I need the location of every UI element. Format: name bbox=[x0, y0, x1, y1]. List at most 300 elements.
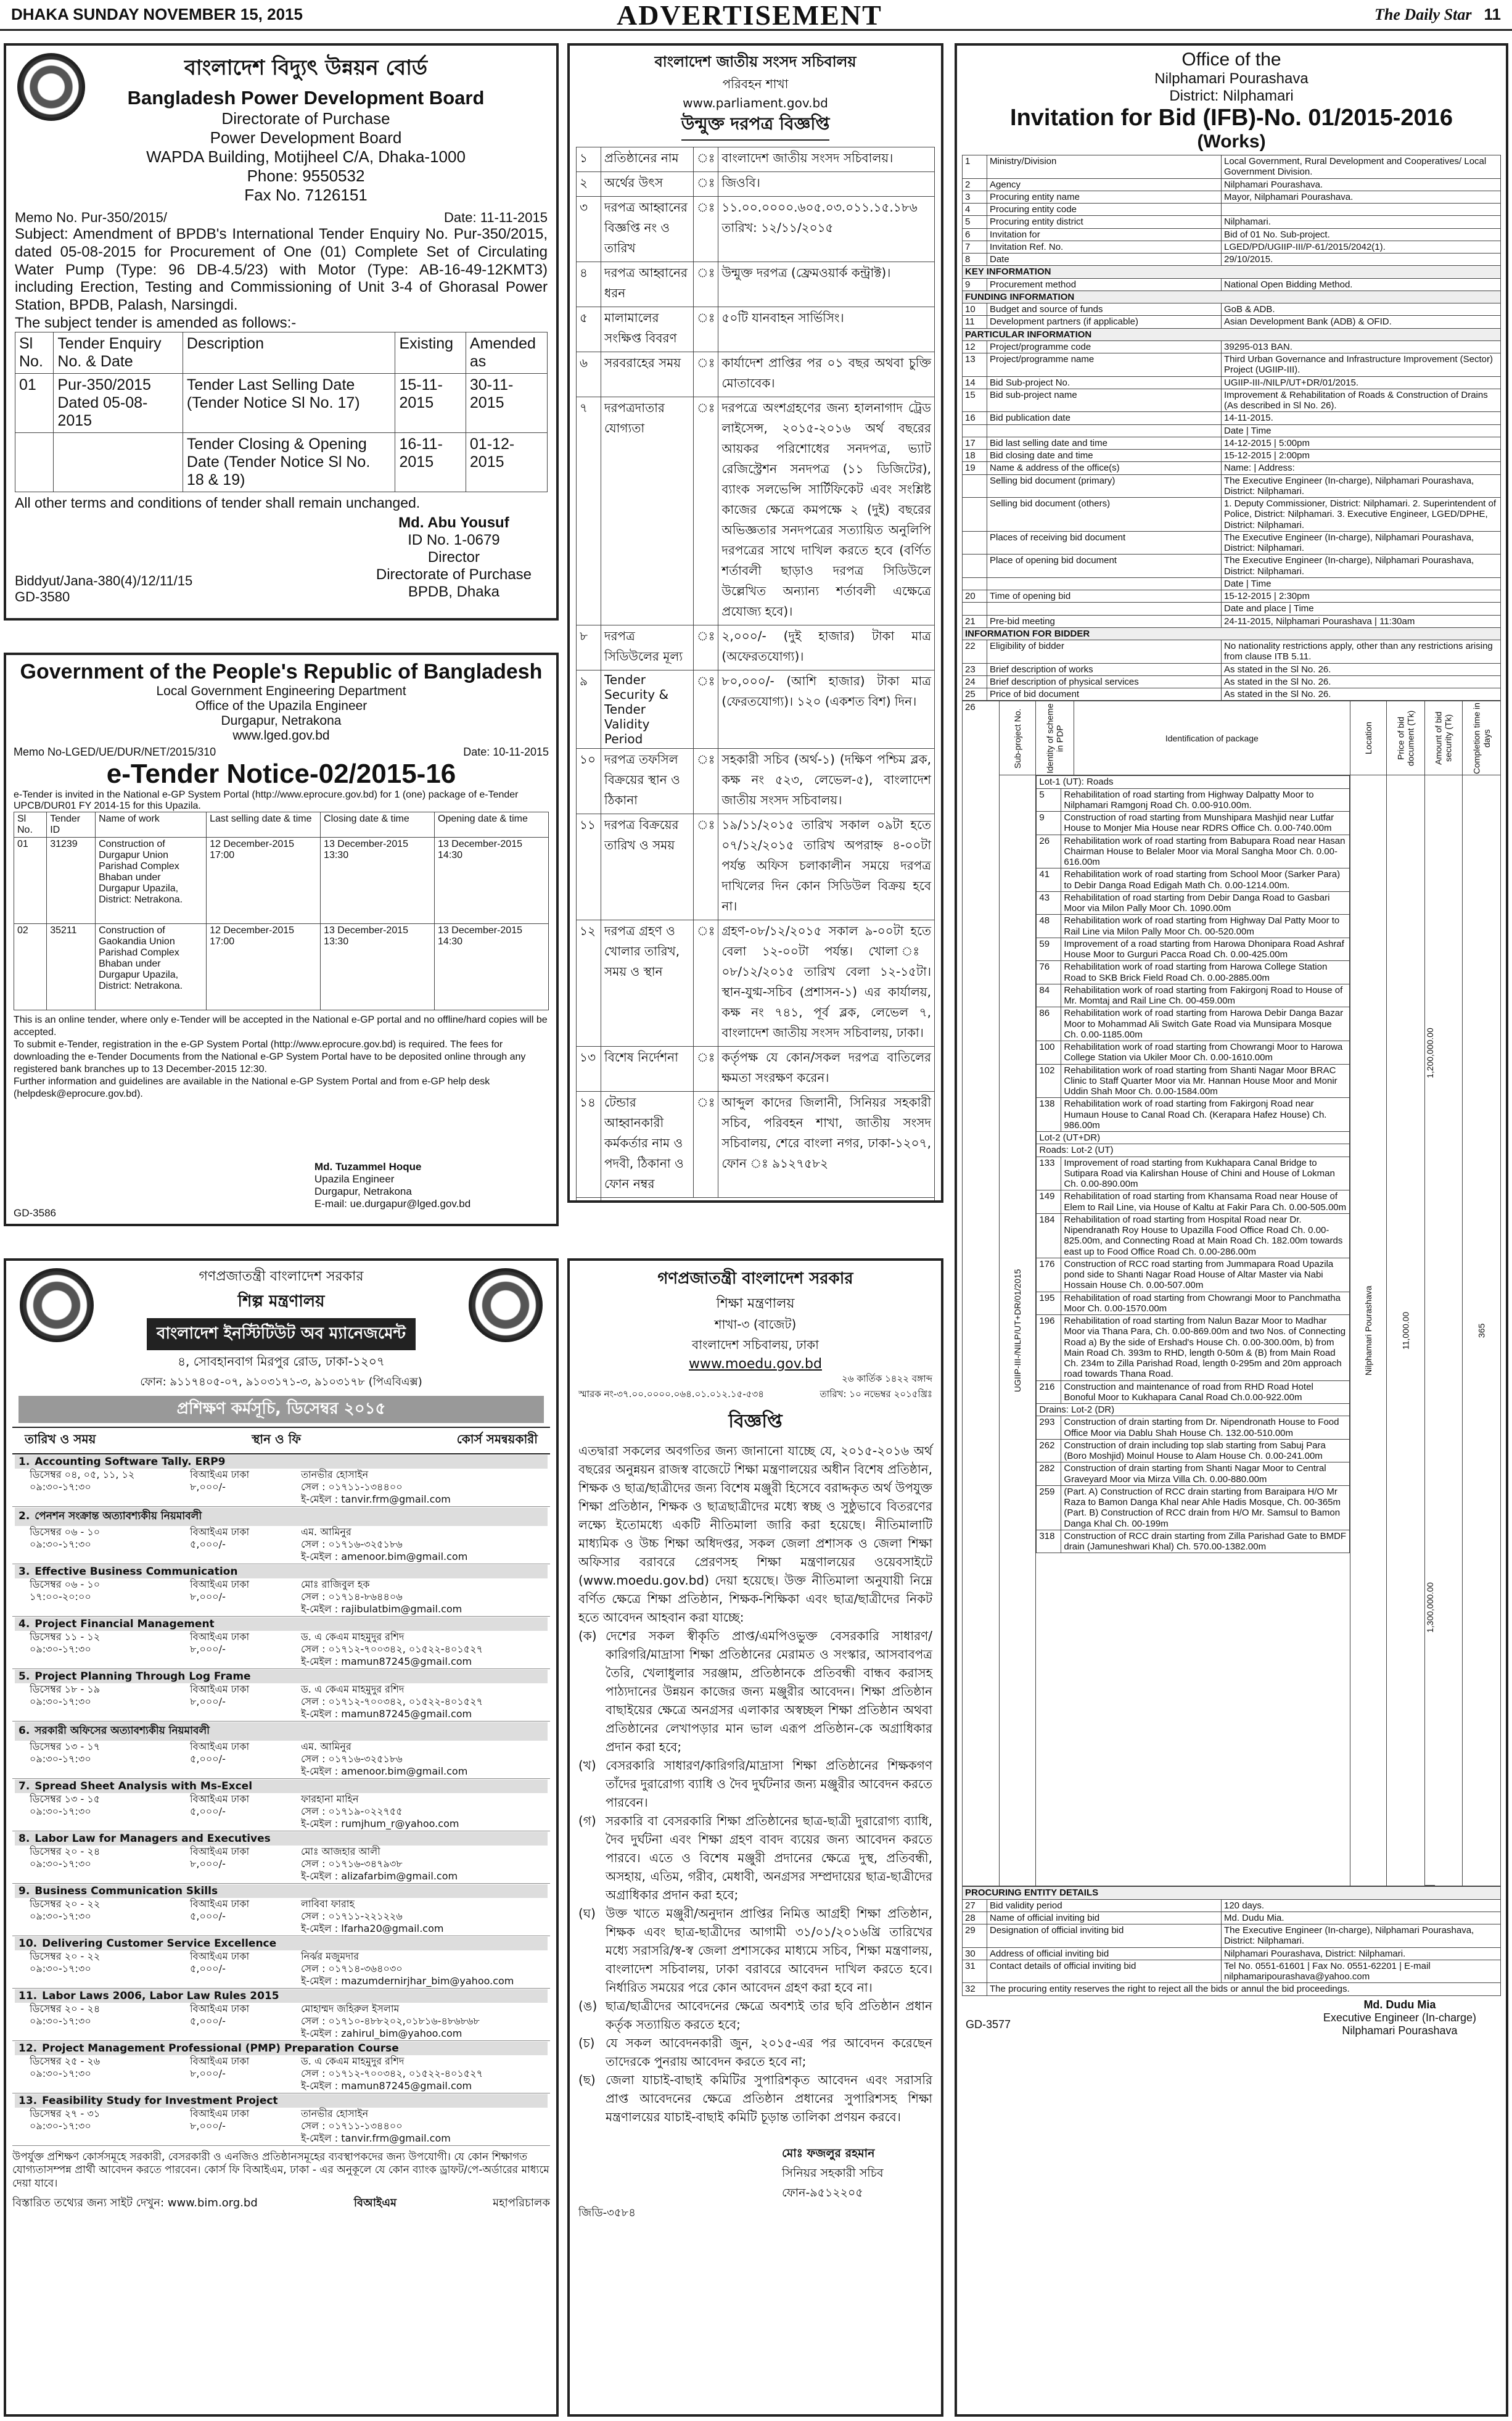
moedu-item bbox=[578, 1904, 932, 1997]
ifb-value: Mayor, Nilphamari Pourashava. bbox=[1222, 191, 1501, 203]
bim-coord-c3: ই-মেইল : amenoor.bim@gmail.com bbox=[301, 1765, 468, 1777]
bim-coord-c2: সেল : ০১৭১৪-৩৬৪০৩০ bbox=[301, 1963, 403, 1974]
moedu-item-mark: (ঘ) bbox=[578, 1906, 596, 1921]
td: Tender Closing & Opening Date (Tender Notice Sl No. 18 & 19) bbox=[183, 432, 395, 492]
ifb-text: The procuring entity reserves the right to reject all the bids or annul the bid proceedings. bbox=[987, 1983, 1501, 1995]
parl-text bbox=[601, 1198, 935, 1203]
ifb-pkg-row bbox=[1037, 1098, 1349, 1132]
bpdb-amend: The subject tender is amended as follows:- bbox=[15, 314, 297, 331]
ifb-pkg-id: 196 bbox=[1037, 1315, 1061, 1381]
bim-course-coordinator bbox=[301, 1793, 548, 1830]
ifb-row bbox=[963, 603, 1501, 615]
ifb-section-head: KEY INFORMATION bbox=[963, 266, 1501, 278]
bim-web[interactable]: বিস্তারিত তথ্যের জন্য সাইট দেখুন: www.bim.org.bd bbox=[12, 2196, 258, 2209]
bim-date: ডিসেম্বর ২০ - ২৪ bbox=[30, 2003, 101, 2015]
ifb-row bbox=[963, 303, 1501, 316]
moedu-t4: বাংলাদেশ সচিবালয়, ঢাকা bbox=[692, 1337, 819, 1352]
bim-coord-c2: সেল : ০১৭১৯-০২২৭৫৫ bbox=[301, 1805, 403, 1817]
td: Construction of Durgapur Union Parishad Complex Bhaban under Durgapur Upazila, District: Netrakona. bbox=[96, 838, 207, 924]
parl-label: সরবরাহের সময় bbox=[601, 352, 694, 397]
moedu-item bbox=[578, 1627, 932, 1756]
ifb-pkg-row bbox=[1037, 812, 1349, 835]
bim-course-name: পেনশন সংক্রান্ত অত্যাবশ্যকীয় নিয়মাবলী bbox=[35, 1510, 202, 1522]
ifb-pkg-row bbox=[1037, 1530, 1349, 1553]
ifb-pkg-desc: (Part. A) Construction of RCC drain starting from Baraipara H/O Mr Raza to Bamon Danga Khal near Ahle Hadis Mosque, Ch. 00-365m (Part. B) Construction of RCC drain from H/O Mr. Samsul to Bamon Danga Khal Ch. 00-199m bbox=[1061, 1485, 1349, 1530]
ifb-row bbox=[963, 663, 1501, 675]
ifb-pkg-desc: Rehabilitation of road starting from Nalun Bazar Moor to Madhar Moor via Thana Para, Ch. 0.00-869.00m and two Nos. of Connecting Road a) By the side of Ershad's House Ch. 0.00-300.00m, b) from Main Road Ch. 393m to RHD, length 0-50m & (B) from Main Road Ch. 234m to Zilla Parishad Road, length 0-295m and 20m approach road towards Thana Road. bbox=[1061, 1315, 1349, 1381]
bim-place: বিআইএম ঢাকা bbox=[190, 1526, 250, 1538]
bim-course-no: 12. bbox=[18, 2042, 38, 2055]
ifb-sl: 17 bbox=[963, 437, 987, 449]
bim-course-no: 5. bbox=[18, 1670, 30, 1683]
bim-course-no: 10. bbox=[18, 1937, 38, 1950]
parl-value: বাংলাদেশ জাতীয় সংসদ সচিবালয়। bbox=[718, 147, 935, 172]
ifb-value: The Executive Engineer (In-charge), Nilphamari Pourashava, District: Nilphamari. bbox=[1222, 555, 1501, 578]
ifb-row bbox=[963, 627, 1501, 640]
bim-fee: ৫,০০০/- bbox=[190, 1538, 226, 1550]
moedu-t5[interactable]: www.moedu.gov.bd bbox=[689, 1356, 822, 1372]
ifb-pkg-desc: Rehabilitation work of road starting from Shanti Nagar Moor BRAC Clinic to Staff Quarter Moor via Mr. Hannan House Moor and Monir Uddin Shah Moor Ch. 0.00-1584.00m bbox=[1061, 1064, 1349, 1098]
ifb-lot-head: Roads: Lot-2 (UT) bbox=[1037, 1144, 1349, 1157]
bim-course-row bbox=[15, 1526, 548, 1563]
bim-fee: ৮,০০০/- bbox=[190, 2120, 226, 2132]
bim-course-no: 13. bbox=[18, 2095, 38, 2107]
ifb-pkg-id: 26 bbox=[1037, 835, 1061, 868]
ifb-pkg-sl: 26 bbox=[963, 701, 1000, 1886]
ifb-row bbox=[963, 675, 1501, 688]
parl-row bbox=[577, 172, 935, 197]
ifb-sig1: Md. Dudu Mia bbox=[1363, 1998, 1436, 2011]
ifb-label: Ministry/Division bbox=[987, 155, 1222, 179]
ifb-value: No nationality restrictions apply, other than any restrictions arising from clause ITB 5.11. bbox=[1222, 640, 1501, 664]
parl-value: কার্যাদেশ প্রাপ্তির পর ০১ বছর অথবা চুক্তি মোতাবেক। bbox=[718, 352, 935, 397]
bim-fee: ৮,০০০/- bbox=[190, 1858, 226, 1870]
bpdb-sig4: Directorate of Purchase bbox=[376, 566, 532, 583]
ifb-pkg-row bbox=[1037, 1462, 1349, 1486]
moedu-sig2: সিনিয়র সহকারী সচিব bbox=[782, 2166, 884, 2180]
lged-memo: Memo No-LGED/UE/DUR/NET/2015/310 bbox=[14, 746, 216, 758]
ifb-label: Invitation for bbox=[987, 228, 1222, 241]
bim-course-title bbox=[15, 1617, 548, 1631]
ifb-pkg-id: 293 bbox=[1037, 1416, 1061, 1440]
ifb-pkg-id: 100 bbox=[1037, 1041, 1061, 1065]
parl-label: দরপত্র গ্রহণ ও খোলার তারিখ, সময় ও স্থান bbox=[601, 920, 694, 1047]
parl-row bbox=[577, 1047, 935, 1092]
moedu-item-text: দেশের সকল স্বীকৃতি প্রাপ্ত/এমপিওভুক্ত বেসরকারি সাধারণ/কারিগরি/মাদ্রাসা শিক্ষা প্রতিষ্ঠানের মেরামত ও সংস্কার, আসবাবপত্র তৈরি, খেলাধুলার সরঞ্জাম, প্রতিষ্ঠানকে প্রতিবন্ধী বান্ধব করাসহ পাঠ্যদানের উন্নয়ন কাজের জন্য মঞ্জুরীর আবেদন। শিক্ষা প্রতিষ্ঠান বাছাইয়ের ক্ষেত্রে অনগ্রসর এলাকার অস্বচ্ছল শিক্ষা প্রতিষ্ঠান অথবা প্রতিষ্ঠানের লেখাপড়ার মান ভাল এরূপ প্রতিষ্ঠান-কে অগ্রাধিকার প্রদান করা হবে; bbox=[606, 1628, 932, 1754]
ifb-sl: 1 bbox=[963, 155, 987, 179]
bim-place: বিআইএম ঢাকা bbox=[190, 1469, 250, 1480]
bim-course-name: Labor Law for Managers and Executives bbox=[35, 1833, 271, 1845]
bim-course-dates bbox=[30, 1469, 190, 1506]
bpdb-l2: Power Development Board bbox=[210, 128, 402, 147]
ifb-row bbox=[963, 376, 1501, 389]
ifb-sl: 31 bbox=[963, 1960, 987, 1983]
bim-course-venue bbox=[190, 1683, 301, 1720]
bim-name: বাংলাদেশ ইনস্টিটিউট অব ম্যানেজমেন্ট bbox=[147, 1318, 416, 1350]
ifb-section-head: FUNDING INFORMATION bbox=[963, 291, 1501, 303]
bim-time: ০৯:৩০-১৭:৩০ bbox=[30, 1963, 91, 1974]
bim-addr: ৪, সোবহানবাগ মিরপুর রোড, ঢাকা-১২০৭ bbox=[178, 1354, 385, 1369]
parl-sl: ৩ bbox=[577, 197, 601, 262]
lged-sig4: E-mail: ue.durgapur@lged.gov.bd bbox=[314, 1198, 471, 1210]
ifb-pkg-desc: Rehabilitation work of road starting from Babupara Road near Hasan Chairman House to Belaler Moor via Moral Sangha Moor Ch. 0.00-616.00m bbox=[1061, 835, 1349, 868]
parl-value: জিওবি। bbox=[718, 172, 935, 197]
ifb-row bbox=[963, 266, 1501, 278]
ifb-sl bbox=[963, 603, 987, 615]
td: 13 December-2015 13:30 bbox=[321, 838, 435, 924]
ifb-lot-row bbox=[1037, 1132, 1349, 1144]
ifb-value: Local Government, Rural Development and Cooperatives/ Local Government Division. bbox=[1222, 155, 1501, 179]
parl-t3: www.parliament.gov.bd bbox=[683, 96, 828, 110]
moedu-item-mark: (ক) bbox=[578, 1628, 597, 1643]
ifb-pkg-id: 195 bbox=[1037, 1292, 1061, 1315]
bim-course-name: Feasibility Study for Investment Project bbox=[42, 2095, 278, 2107]
page-number: 11 bbox=[1484, 5, 1501, 23]
bim-date: ডিসেম্বর ২৭ - ৩১ bbox=[30, 2108, 101, 2119]
lged-title: Government of the People's Republic of Bangladesh bbox=[20, 660, 543, 683]
ifb-label: Pre-bid meeting bbox=[987, 615, 1222, 627]
ifb-label: Project/programme name bbox=[987, 353, 1222, 377]
bim-course bbox=[12, 1989, 550, 2041]
ifb-lot-head: Drains: Lot-2 (DR) bbox=[1037, 1404, 1349, 1416]
ifb-row bbox=[963, 615, 1501, 627]
bim-fee: ৮,০০০/- bbox=[190, 2068, 226, 2079]
bim-coord-c1: লাবিবা ফারাহ bbox=[301, 1898, 355, 1910]
bpdb-sig1: Md. Abu Yousuf bbox=[398, 514, 509, 531]
ifb-row bbox=[963, 474, 1501, 498]
ifb-sl bbox=[963, 531, 987, 555]
ifb-pkg-id: 138 bbox=[1037, 1098, 1061, 1132]
ifb-section-head: PROCURING ENTITY DETAILS bbox=[963, 1887, 1501, 1899]
ifb-row bbox=[963, 254, 1501, 266]
date-line: DHAKA SUNDAY NOVEMBER 15, 2015 bbox=[11, 5, 303, 23]
bim-coord-c3: ই-মেইল : alizafarbim@gmail.com bbox=[301, 1870, 458, 1882]
bim-coord-c2: সেল : ০১৭১১-১৩৪৪০০ bbox=[301, 2120, 403, 2132]
ifb-value: Nilphamari. bbox=[1222, 216, 1501, 228]
bim-coord-c1: তানভীর হোসাইন bbox=[301, 1469, 369, 1480]
bim-course-row bbox=[15, 2003, 548, 2040]
ifb-subproject: UGIIP-III-/NILP/UT+DR/01/2015 bbox=[999, 775, 1036, 1886]
ifb-pkg-row bbox=[1037, 1439, 1349, 1462]
lged-p1: This is an online tender, where only e-Tender will be accepted in the National e-GP portal and no offline/hard copies will be accepted. bbox=[14, 1015, 548, 1037]
bim-col-date: তারিখ ও সময় bbox=[25, 1432, 96, 1446]
bim-place: বিআইএম ঢাকা bbox=[190, 1578, 250, 1590]
moedu-items bbox=[578, 1627, 932, 2126]
bim-time: ১৭:০০-২০:০০ bbox=[30, 1591, 91, 1602]
ifb-pkg-id: 84 bbox=[1037, 984, 1061, 1007]
bim-course-row bbox=[15, 1898, 548, 1935]
parl-label: দরপত্র বিক্রয়ের তারিখ ও সময় bbox=[601, 814, 694, 920]
ifb-sec1: 1,200,000.00 bbox=[1424, 1028, 1435, 1079]
ifb-pkg-desc: Construction of road starting from Munshipara Mashjid near Lutfar House to Monjer Mia House near RDRS Office Ch. 0.00-740.00m bbox=[1061, 812, 1349, 835]
moedu-item-mark: (গ) bbox=[578, 1813, 596, 1828]
bim-course-dates bbox=[30, 1683, 190, 1720]
td bbox=[15, 432, 54, 492]
parl-label: দরপত্র সিডিউলের মূল্য bbox=[601, 625, 694, 670]
parl-sl: ১০ bbox=[577, 749, 601, 814]
ifb-row bbox=[963, 462, 1501, 474]
ifb-label: Brief description of physical services bbox=[987, 675, 1222, 688]
bim-phone: ফোন: ৯১১৭৪০৫-০৭, ৯১০৩১৭১-৩, ৯১০৩১৭৮ (পিএবিএক্স) bbox=[140, 1375, 422, 1388]
bim-coord-c1: এম. আমিনুর bbox=[301, 1526, 351, 1538]
ifb-pkg-desc: Rehabilitation of road starting from Khansama Road near House of Elem to Rail Line, via House of Kaltu at Fakir Para Ch. 0.00-505.00m bbox=[1061, 1190, 1349, 1214]
ifb-row bbox=[963, 590, 1501, 603]
ifb-label: Eligibility of bidder bbox=[987, 640, 1222, 664]
ifb-value: As stated in the Sl No. 26. bbox=[1222, 675, 1501, 688]
lged-l1: Local Government Engineering Department bbox=[156, 684, 406, 698]
bim-time: ০৯:৩০-১৭:৩০ bbox=[30, 1696, 91, 1707]
lged-intro: e-Tender is invited in the National e-GP System Portal (http://www.eprocure.gov.bd) for 1 (one) package of e-Tender UPCB/DUR01 FY 2014-15 for this Upazila. bbox=[14, 790, 519, 811]
ifb-pkg-id: 133 bbox=[1037, 1157, 1061, 1190]
section-title: ADVERTISEMENT bbox=[617, 0, 882, 31]
bpdb-sig5: BPDB, Dhaka bbox=[408, 584, 499, 600]
ifb-sl: 14 bbox=[963, 376, 987, 389]
bim-course-no: 7. bbox=[18, 1780, 30, 1792]
bim-date: ডিসেম্বর ২০ - ২২ bbox=[30, 1898, 101, 1910]
ifb-gd: GD-3577 bbox=[966, 2018, 1011, 2031]
bim-coord-c3: ই-মেইল : tanvir.frm@gmail.com bbox=[301, 2132, 451, 2144]
bim-course-title bbox=[15, 1670, 548, 1683]
ifb-value: 24-11-2015, Nilphamari Pourashava | 11:30am bbox=[1222, 615, 1501, 627]
ifb-value: Third Urban Governance and Infrastructure Improvement (Sector) Project (UGIIP-III). bbox=[1222, 353, 1501, 377]
bim-fee: ৫,০০০/- bbox=[190, 1805, 226, 1817]
bim-time: ০৯:৩০-১৭:৩০ bbox=[30, 2068, 91, 2079]
ifb-label: Brief description of works bbox=[987, 663, 1222, 675]
parl-row bbox=[577, 197, 935, 262]
parl-value: ১৯/১১/২০১৫ তারিখ সকাল ০৯টা হতে ০৭/১২/২০১৫ তারিখ অপরাহ্ন ৪-০০টা পর্যন্ত অফিস চলাকালীন সময়ে দরপত্র দাখিলের দিন কোন সিডিউল বিক্রয় হবে না। bbox=[718, 814, 935, 920]
ifb-info-table bbox=[962, 155, 1501, 701]
th: Tender Enquiry No. & Date bbox=[54, 332, 183, 373]
ifb-value: Date | Time bbox=[1222, 577, 1501, 590]
bim-coord-c1: ড. এ কেএম মাহমুদুর রশিদ bbox=[301, 1631, 405, 1643]
moedu-item-mark: (খ) bbox=[578, 1758, 596, 1773]
th: Last selling date & time bbox=[207, 812, 321, 838]
ifb-pkg-col: Sub-project No. bbox=[999, 701, 1036, 775]
ifb-ad bbox=[955, 43, 1508, 2417]
ifb-pkg-id: 86 bbox=[1037, 1007, 1061, 1041]
ifb-label: Bid Sub-project No. bbox=[987, 376, 1222, 389]
bim-coord-c1: ড. এ কেএম মাহমুদুর রশিদ bbox=[301, 1683, 405, 1695]
bim-course-title bbox=[15, 1455, 548, 1469]
th: Name of work bbox=[96, 812, 207, 838]
ifb-value: 15-12-2015 | 2:00pm bbox=[1222, 450, 1501, 462]
parl-colon: ঃ bbox=[694, 1047, 718, 1092]
bim-course-row bbox=[15, 2108, 548, 2145]
parl-sl: ২ bbox=[577, 172, 601, 197]
ifb-row bbox=[963, 531, 1501, 555]
bim-coord-c2: সেল : ০১৭১৬-৩৪৭৯৩৮ bbox=[301, 1858, 403, 1870]
lged-date: Date: 10-11-2015 bbox=[463, 746, 549, 758]
lged-l3: Durgapur, Netrakona bbox=[221, 714, 342, 728]
bpdb-sig3: Director bbox=[427, 549, 480, 566]
ifb-label: Development partners (if applicable) bbox=[987, 316, 1222, 328]
parl-colon: ঃ bbox=[694, 352, 718, 397]
lged-p3: Further information and guidelines are available in the National e-GP System Portal and from e-GP help desk (helpdesk@eprocure.gov.bd). bbox=[14, 1076, 490, 1099]
bim-course-coordinator bbox=[301, 1631, 548, 1668]
bim-course-name: Business Communication Skills bbox=[35, 1885, 218, 1897]
ifb-row bbox=[963, 389, 1501, 412]
ifb-pkg-row bbox=[1037, 868, 1349, 892]
ifb-row bbox=[963, 204, 1501, 216]
bim-place: বিআইএম ঢাকা bbox=[190, 1846, 250, 1857]
ifb-sl: 30 bbox=[963, 1947, 987, 1960]
ifb-pkg-items bbox=[1036, 775, 1350, 1886]
parl-sl: ১২ bbox=[577, 920, 601, 1047]
ifb-days: 365 bbox=[1463, 775, 1501, 1886]
bim-date: ডিসেম্বর ০৬ - ১০ bbox=[30, 1526, 101, 1538]
bim-course-venue bbox=[190, 1846, 301, 1883]
td: 12 December-2015 17:00 bbox=[207, 838, 321, 924]
ifb-sl: 7 bbox=[963, 241, 987, 253]
ifb-pkg-row bbox=[1037, 891, 1349, 915]
ifb-pkg-row bbox=[1037, 1485, 1349, 1530]
bim-place: বিআইএম ঢাকা bbox=[190, 1793, 250, 1805]
bim-course-no: 4. bbox=[18, 1618, 30, 1630]
bim-coord-c2: সেল : ০১৭১১-১৩৪৪০০ bbox=[301, 1481, 403, 1493]
parl-colon: ঃ bbox=[694, 397, 718, 625]
ifb-pkg-row bbox=[1037, 1258, 1349, 1292]
bim-course-name: Delivering Customer Service Excellence bbox=[42, 1937, 277, 1950]
parl-label: টেন্ডার আহ্বানকারী কর্মকর্তার নাম ও পদবী, ঠিকানা ও ফোন নম্বর bbox=[601, 1092, 694, 1198]
parl-sl: ১ bbox=[577, 147, 601, 172]
bim-place: বিআইএম ঢাকা bbox=[190, 2108, 250, 2119]
ifb-value: 120 days. bbox=[1222, 1899, 1501, 1912]
parl-value: ৮০,০০০/- (আশি হাজার) টাকা মাত্র (ফেরতযোগ্য)। ১২০ (একশত বিশ) দিন। bbox=[718, 670, 935, 749]
ifb-row bbox=[963, 328, 1501, 340]
ifb-pkg-id: 102 bbox=[1037, 1064, 1061, 1098]
moedu-sig3: ফোন-৯৫১২২০৫ bbox=[782, 2186, 863, 2200]
ifb-label: Budget and source of funds bbox=[987, 303, 1222, 316]
ifb-sl: 29 bbox=[963, 1924, 987, 1948]
ifb-row bbox=[963, 412, 1501, 424]
bim-place: বিআইএম ঢাকা bbox=[190, 1631, 250, 1643]
ifb-value: 29/10/2015. bbox=[1222, 254, 1501, 266]
bim-coord-c1: এম. আমিনুর bbox=[301, 1741, 351, 1752]
parl-label: বিশেষ নির্দেশনা bbox=[601, 1047, 694, 1092]
bim-place: বিআইএম ঢাকা bbox=[190, 1683, 250, 1695]
bim-course-dates bbox=[30, 1793, 190, 1830]
td: 13 December-2015 13:30 bbox=[321, 924, 435, 1010]
bim-coord-c3: ই-মেইল : mamun87245@gmail.com bbox=[301, 2080, 472, 2092]
moedu-date1: ২৬ কার্তিক ১৪২২ বঙ্গাব্দ bbox=[842, 1373, 932, 1384]
parl-row bbox=[577, 920, 935, 1047]
ifb-pkg-inner bbox=[1036, 775, 1349, 1553]
bpdb-logo-icon bbox=[17, 53, 85, 121]
bim-coord-c3: ই-মেইল : lfarha20@gmail.com bbox=[301, 1923, 444, 1934]
bim-course-row bbox=[15, 1469, 548, 1506]
bim-fee: ৫,০০০/- bbox=[190, 1963, 226, 1974]
bim-course-name: Project Planning Through Log Frame bbox=[35, 1670, 251, 1683]
bim-course-venue bbox=[190, 1793, 301, 1830]
ifb-row bbox=[963, 1887, 1501, 1899]
ifb-row bbox=[963, 216, 1501, 228]
bim-course-name: Spread Sheet Analysis with Ms-Excel bbox=[35, 1780, 253, 1792]
bim-course bbox=[12, 1884, 550, 1936]
ifb-sl: 21 bbox=[963, 615, 987, 627]
ifb-pkg-desc: Rehabilitation work of road starting from Harowa College Station Road to SKB Brick Field Road Ch. 0.00-2885.00m bbox=[1061, 961, 1349, 984]
ifb-pkg-desc: Rehabilitation work of road starting from Fakirgonj Road to House of Mr. Momtaj and Rail Line Ch. 00-459.00m bbox=[1061, 984, 1349, 1007]
bim-course-coordinator bbox=[301, 1741, 548, 1778]
moedu-item-text: জেলা যাচাই-বাছাই কমিটির সুপারিশকৃত আবেদন এবং সরাসরি প্রাপ্ত আবেদনের ক্ষেত্রে প্রতিষ্ঠান প্রধানের সুপারিশসহ শিক্ষা মন্ত্রণালয়ের যাচাই-বাছাই কমিটি চূড়ান্ত তালিকা প্রণয়ন করবে। bbox=[606, 2072, 932, 2124]
govt-logo-icon bbox=[20, 1268, 94, 1342]
ifb-sl: 18 bbox=[963, 450, 987, 462]
ifb-label: Bid sub-project name bbox=[987, 389, 1222, 412]
parl-label: দরপত্র আহ্বানের বিজ্ঞপ্তি নং ও তারিখ bbox=[601, 197, 694, 262]
ifb-sl: 25 bbox=[963, 688, 987, 701]
ifb-pkg-row bbox=[1037, 1190, 1349, 1214]
parl-table bbox=[576, 147, 935, 1203]
bpdb-memo: Memo No. Pur-350/2015/ bbox=[15, 210, 168, 225]
bim-course bbox=[12, 1507, 550, 1564]
ifb-row bbox=[963, 688, 1501, 701]
td: 35211 bbox=[47, 924, 96, 1010]
bim-coord-c3: ই-মেইল : mamun87245@gmail.com bbox=[301, 1708, 472, 1720]
bim-course-coordinator bbox=[301, 1578, 548, 1615]
bpdb-phone: Phone: 9550532 bbox=[247, 167, 365, 185]
bim-course bbox=[12, 1779, 550, 1831]
bim-course-dates bbox=[30, 1846, 190, 1883]
ifb-lot-head: Lot-2 (UT+DR) bbox=[1037, 1132, 1349, 1144]
td: 12 December-2015 17:00 bbox=[207, 924, 321, 1010]
lged-sig1: Md. Tuzammel Hoque bbox=[314, 1161, 422, 1173]
ifb-row bbox=[963, 228, 1501, 241]
ifb-sl: 10 bbox=[963, 303, 987, 316]
ifb-label: Selling bid document (others) bbox=[987, 498, 1222, 532]
ifb-label bbox=[987, 577, 1222, 590]
td: Construction of Gaokandia Union Parishad Complex Bhaban under Durgapur Upazila, District: Netrakona. bbox=[96, 924, 207, 1010]
lged-notice: e-Tender Notice-02/2015-16 bbox=[106, 759, 456, 789]
parl-t2: পরিবহন শাখা bbox=[722, 76, 789, 91]
parl-sl: ৫ bbox=[577, 307, 601, 352]
ifb-pkg-row bbox=[1037, 788, 1349, 812]
ifb-pkg-id: 48 bbox=[1037, 915, 1061, 938]
bim-date: ডিসেম্বর ১৩ - ১৫ bbox=[30, 1793, 101, 1805]
moedu-memo: স্মারক নং-৩৭.০০.০০০০.০৬৪.০১.০১২.১৫-৫৩৪ bbox=[578, 1388, 764, 1400]
bim-coord-c1: ড. এ কেএম মাহমুদুর রশিদ bbox=[301, 2055, 405, 2067]
bim-g1: গণপ্রজাতন্ত্রী বাংলাদেশ সরকার bbox=[199, 1269, 364, 1284]
ifb-section-head: INFORMATION FOR BIDDER bbox=[963, 627, 1501, 640]
ifb-sl: 28 bbox=[963, 1912, 987, 1924]
lged-sig2: Upazila Engineer bbox=[314, 1173, 395, 1185]
ifb-sl: 19 bbox=[963, 462, 987, 474]
ifb-value: 1. Deputy Commissioner, District: Nilphamari. 2. Superintendent of Police, District: Nilphamari. 3. Executive Engineer, LGED/DPHE, District: Nilphamari. bbox=[1222, 498, 1501, 532]
ifb-label: Designation of official inviting bid bbox=[987, 1924, 1222, 1948]
ifb-value: The Executive Engineer (In-charge), Nilphamari Pourashava, District: Nilphamari. bbox=[1222, 1924, 1501, 1948]
bpdb-l1: Directorate of Purchase bbox=[221, 109, 390, 128]
ifb-pkg-desc: Construction of RCC road starting from Jummapara Road Upazila pond side to Shanti Nagar Road House of Altar Master via Nabi Hossain House Ch. 0.00-507.00m bbox=[1061, 1258, 1349, 1292]
ifb-row bbox=[963, 353, 1501, 377]
parl-t1: বাংলাদেশ জাতীয় সংসদ সচিবালয় bbox=[654, 53, 857, 70]
bim-course-venue bbox=[190, 2108, 301, 2145]
bim-date: ডিসেম্বর ২০ - ২৪ bbox=[30, 1846, 101, 1857]
ifb-pkg-id: 262 bbox=[1037, 1439, 1061, 1462]
bim-coord-c2: সেল : ০১৭১৬-৩২৫১৮৬ bbox=[301, 1753, 403, 1765]
ifb-pkg-col: Identification of package bbox=[1074, 701, 1350, 775]
ifb-sl: 4 bbox=[963, 204, 987, 216]
lged-sig3: Durgapur, Netrakona bbox=[314, 1186, 412, 1197]
bim-course-venue bbox=[190, 1578, 301, 1615]
bim-time: ০৯:৩০-১৭:৩০ bbox=[30, 1910, 91, 1922]
ifb-pkg-id: 9 bbox=[1037, 812, 1061, 835]
lged-p2: To submit e-Tender, registration in the e-GP System Portal (http://www.eprocure.gov.bd) is required. The fees for downloading the e-Tender Documents from the National e-GP System Portal have to be deposited online through any registered bank branches up to 13 December-2015 12:30. bbox=[14, 1039, 526, 1074]
th: Tender ID bbox=[47, 812, 96, 838]
bim-fee: ৮,০০০/- bbox=[190, 1591, 226, 1602]
ifb-label bbox=[987, 424, 1222, 437]
parl-label: দরপত্রদাতার যোগ্যতা bbox=[601, 397, 694, 625]
bim-coord-c2: সেল : ০১৭১২-৭০০৩৪২, ০১৫২২-৪০১৫২৭ bbox=[301, 1696, 483, 1707]
ifb-pkg-row bbox=[1037, 1416, 1349, 1440]
moedu-item bbox=[578, 1997, 932, 2034]
